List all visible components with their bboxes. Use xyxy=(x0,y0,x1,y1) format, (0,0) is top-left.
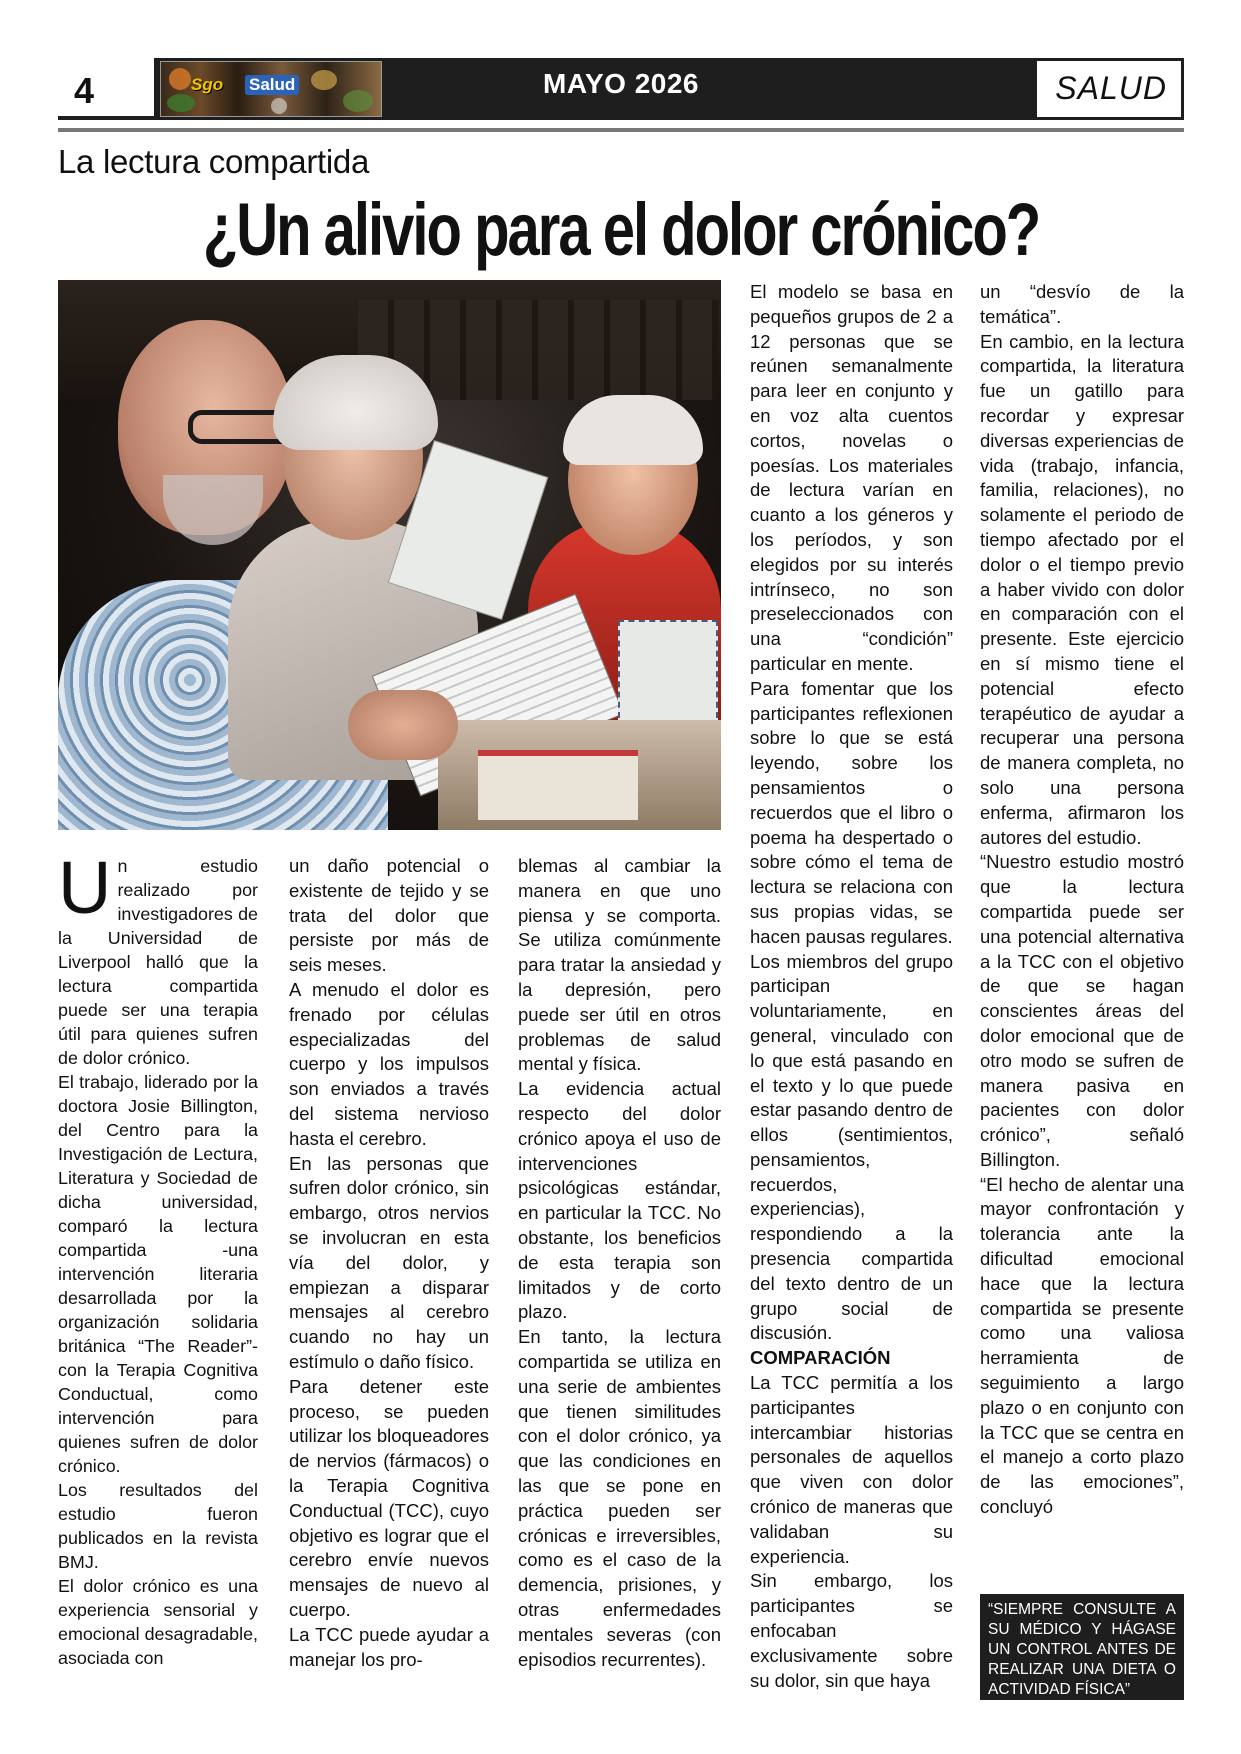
article-column-2 xyxy=(289,854,489,1672)
paragraph: La TCC permitía a los participantes intercambiar historias personales de aquellos que viven con dolor crónico de maneras que validaban su experiencia. xyxy=(750,1372,953,1567)
publication-logo xyxy=(160,61,382,117)
page-number: 4 xyxy=(74,70,95,111)
paragraph: El trabajo, liderado por la doctora Josie Billington, del Centro para la Investigación de Lectura, Literatura y Sociedad de dicha universidad, comparó la lectura compartida -una intervención literaria desarrollada por la organización solidaria británica “The Reader”- con la Terapia Cognitiva Conductual, como intervención para quienes sufren de dolor crónico. xyxy=(58,1072,258,1476)
paragraph: Sin embargo, los participantes se enfocaban exclusivamente sobre su dolor, sin que haya xyxy=(750,1570,953,1691)
paragraph: n estudio realizado por investigadores de la Universidad de Liverpool halló que la lectura compartida puede ser una terapia útil para quienes sufren de dolor crónico. xyxy=(58,856,258,1068)
health-advice-box: “SIEMPRE CONSULTE A SU MÉDICO Y HÁGASE UN CONTROL ANTES DE REALIZAR UNA DIETA O ACTIVIDAD FÍSICA” xyxy=(980,1594,1184,1700)
article-photo-reading-group xyxy=(58,280,721,830)
article-column-5 xyxy=(980,280,1184,1520)
paragraph: El modelo se basa en pequeños grupos de 2 a 12 personas que se reúnen semanalmente para leer en conjunto y en voz alta cuentos cortos, novelas o poesías. Los materiales de lectura varían en cuanto a los géneros y los períodos, y son elegidos por su interés intrínseco, no son preseleccionados con una “condición” particular en mente. xyxy=(750,281,953,674)
paragraph: El dolor crónico es una experiencia sensorial y emocional desagradable, asociada con xyxy=(58,1576,258,1668)
article-column-3 xyxy=(518,854,721,1672)
article-column-4 xyxy=(750,280,953,1693)
issue-date: MAYO 2026 xyxy=(543,68,699,99)
paragraph: La evidencia actual respecto del dolor crónico apoya el uso de intervenciones psicológicas estándar, en particular la TCC. No obstante, los beneficios de esta terapia son limitados y de corto plazo. xyxy=(518,1078,721,1323)
paragraph: La TCC puede ayudar a manejar los pro- xyxy=(289,1623,489,1670)
section-box xyxy=(1034,58,1184,120)
paragraph: En tanto, la lectura compartida se utiliza en una serie de ambientes que tienen similitudes con el dolor crónico, ya que las condiciones en las que se pone en práctica pueden ser crónicas e irreversibles, como es el caso de la demencia, prisiones, y otras enfermedades mentales severas (con episodios recurrentes). xyxy=(518,1326,721,1670)
section-name: SALUD xyxy=(1055,70,1167,106)
article-column-1 xyxy=(58,846,258,1670)
section-subhead: COMPARACIÓN xyxy=(750,1347,891,1369)
paragraph: un daño potencial o existente de tejido y se trata del dolor que persiste por más de seis meses. xyxy=(289,855,489,976)
paragraph: En las personas que sufren dolor crónico, sin embargo, otros nervios se involucran en esta vía del dolor, y empiezan a disparar mensajes al cerebro cuando no hay un estímulo o daño físico. xyxy=(289,1152,489,1372)
paragraph: Para detener este proceso, se pueden utilizar los bloqueadores de nervios (fármacos) o la Terapia Cognitiva Conductual (TCC), cuyo objetivo es lograr que el cerebro envíe nuevos mensajes de nuevo al cuerpo. xyxy=(289,1375,489,1620)
paragraph: Los miembros del grupo participan voluntariamente, en general, vinculado con lo que está pasando en el texto y lo que puede estar pasando dentro de ellos (sentimientos, pensamientos, recuerdos, experiencias), respondiendo a la presencia compartida del texto dentro de un grupo social de discusión. xyxy=(750,950,953,1344)
logo-text-salud: Salud xyxy=(245,75,299,95)
paragraph: Para fomentar que los participantes reflexionen sobre lo que se está leyendo, sobre los pensamientos o recuerdos que el libro o poema ha despertado o sobre cómo el tema de lectura se relaciona con sus propias vidas, se hacen pausas regulares. xyxy=(750,677,953,947)
paragraph: “El hecho de alentar una mayor confrontación y tolerancia ante la dificultad emocional hace que la lectura compartida se presente como una valiosa herramienta de seguimiento a largo plazo o en conjunto con la TCC que se centra en el manejo a corto plazo de las emociones”, concluyó xyxy=(980,1173,1184,1518)
paragraph: Los resultados del estudio fueron publicados en la revista BMJ. xyxy=(58,1480,258,1572)
paragraph: un “desvío de la temática”. xyxy=(980,281,1184,327)
header-rule xyxy=(58,128,1184,132)
logo-text-sgo: Sgo xyxy=(191,75,224,94)
masthead-band xyxy=(58,58,1184,120)
paragraph: blemas al cambiar la manera en que uno piensa y se comporta. Se utiliza comúnmente para tratar la ansiedad y la depresión, pero puede ser útil en otros problemas de salud mental y física. xyxy=(518,855,721,1075)
page-number-box xyxy=(58,58,154,120)
article-headline: ¿Un alivio para el dolor crónico? xyxy=(202,188,1040,272)
drop-cap: U xyxy=(58,846,112,929)
paragraph: “Nuestro estudio mostró que la lectura compartida puede ser una potencial alternativa a la TCC con el objetivo de que se hagan conscientes áreas del dolor emocional que de otro modo se sufren de manera pasiva en pacientes con dolor crónico”, señaló Billington. xyxy=(980,851,1184,1170)
paragraph: En cambio, en la lectura compartida, la literatura fue un gatillo para recordar y expresar diversas experiencias de vida (trabajo, infancia, familia, relaciones), no solamente el periodo de tiempo afectado por el dolor o el tiempo previo a haber vivido con dolor en comparación con el presente. Este ejercicio en sí mismo tiene el potencial efecto terapéutico de ayudar a recuperar una persona de manera completa, no solo una persona enferma, afirmaron los autores del estudio. xyxy=(980,330,1184,848)
paragraph: A menudo el dolor es frenado por células especializadas del cuerpo y los impulsos son enviados a través del sistema nervioso hasta el cerebro. xyxy=(289,978,489,1149)
article-kicker: La lectura compartida xyxy=(58,143,370,180)
